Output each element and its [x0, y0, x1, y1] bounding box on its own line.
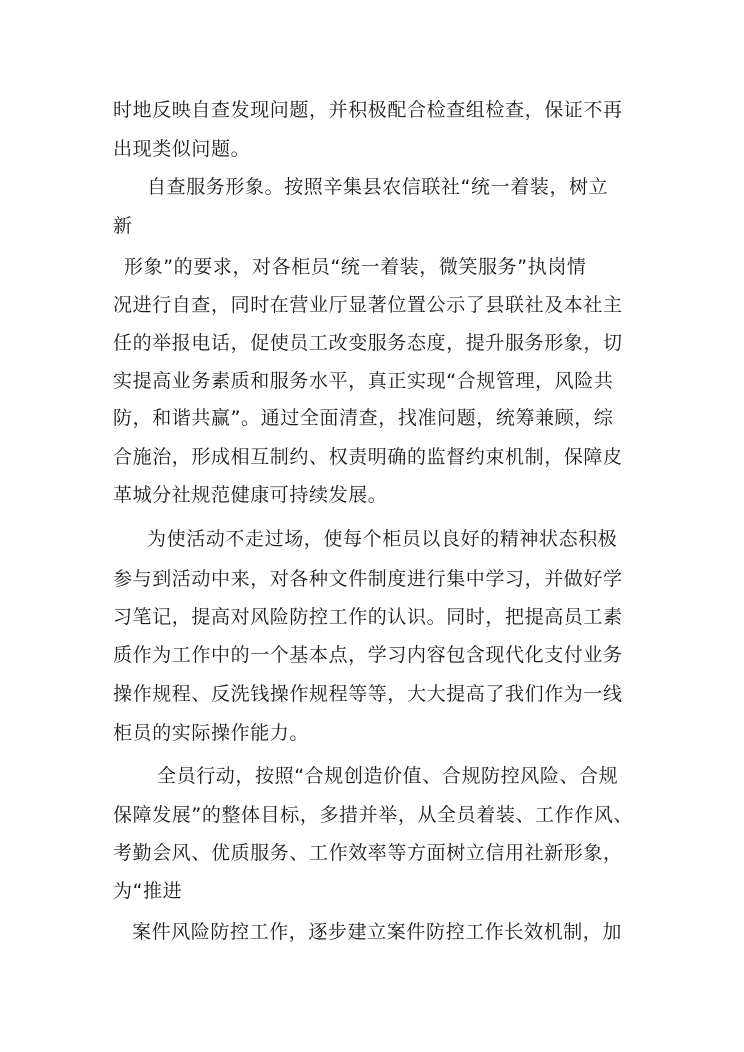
text-line: 革城分社规范健康可持续发展。 — [113, 484, 388, 506]
text-line: 新 — [113, 215, 133, 237]
text-line: 参与到活动中来，对各种文件制度进行集中学习，并做好学 — [113, 568, 623, 590]
text-line: 合施治，形成相互制约、权责明确的监督约束机制，保障皮 — [113, 446, 623, 468]
text-line: 况进行自查，同时在营业厅显著位置公示了县联社及本社主 — [113, 294, 623, 316]
text-line: 防，和谐共赢”。通过全面清查，找准问题，统筹兼顾，综 — [113, 407, 614, 429]
text-line: 形象”的要求，对各柜员“统一着装，微笑服务”执岗情 — [124, 256, 587, 278]
text-line: 保障发展”的整体目标，多措并举，从全员着装、工作作风、 — [113, 804, 634, 826]
text-line: 任的举报电话，促使员工改变服务态度，提升服务形象，切 — [113, 332, 623, 354]
text-line: 案件风险防控工作，逐步建立案件防控工作长效机制，加 — [132, 921, 623, 943]
text-line: 为“推进 — [113, 880, 183, 902]
text-line: 考勤会风、优质服务、工作效率等方面树立信用社新形象， — [113, 842, 623, 864]
text-line: 为使活动不走过场，使每个柜员以良好的精神状态积极 — [147, 528, 618, 550]
text-line: 习笔记，提高对风险防控工作的认识。同时，把提高员工素 — [113, 606, 623, 628]
text-line: 柜员的实际操作能力。 — [113, 722, 310, 744]
text-line: 操作规程、反洗钱操作规程等等，大大提高了我们作为一线 — [113, 683, 623, 705]
text-line: 时地反映自查发现问题，并积极配合检查组检查，保证不再 — [113, 99, 623, 121]
text-line: 出现类似问题。 — [113, 138, 251, 160]
text-line: 全员行动，按照“合规创造价值、合规防控风险、合规 — [157, 765, 619, 787]
text-line: 质作为工作中的一个基本点，学习内容包含现代化支付业务 — [113, 644, 623, 666]
text-line: 实提高业务素质和服务水平，真正实现“合规管理，风险共 — [113, 370, 614, 392]
text-line: 自查服务形象。按照辛集县农信联社“统一着装，树立 — [147, 176, 609, 198]
